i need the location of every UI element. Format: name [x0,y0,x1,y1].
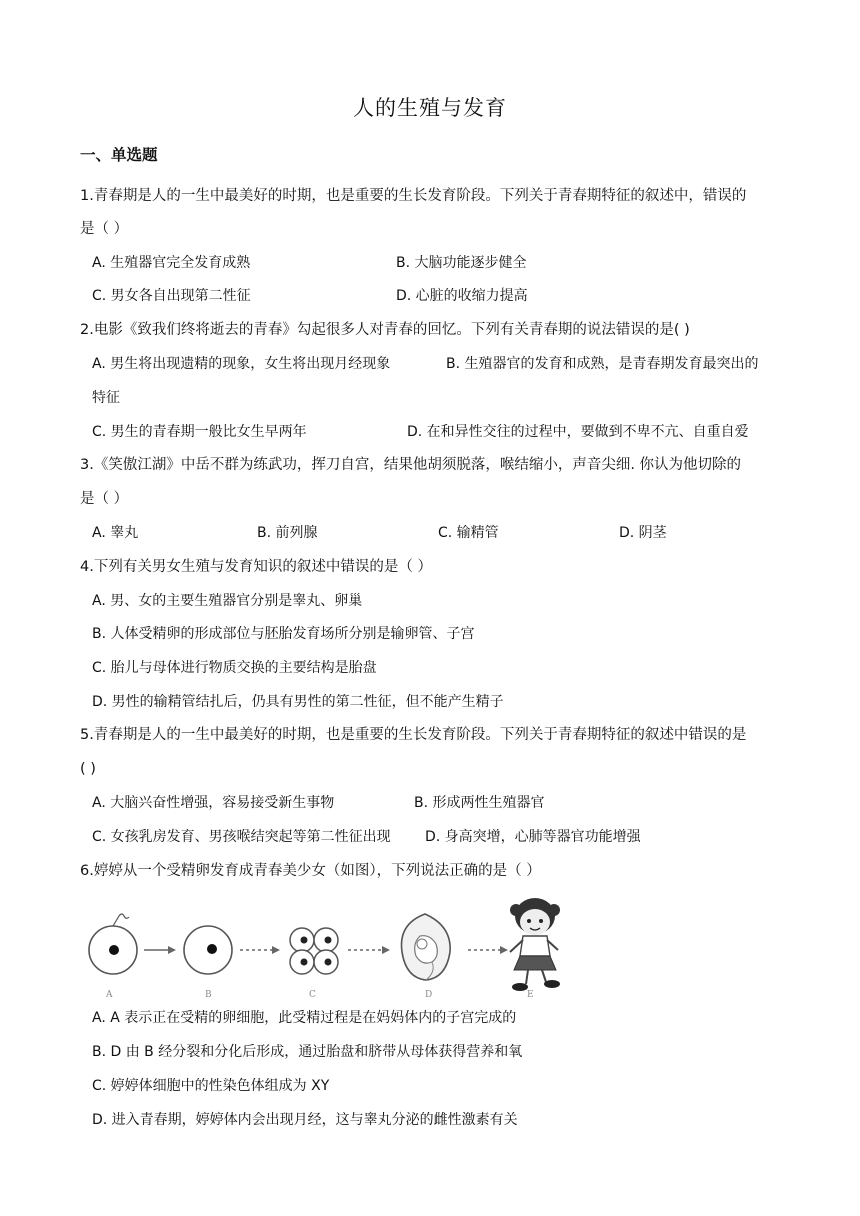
stage-c-cell-division [290,928,338,974]
question-2-option-d: D. 在和异性交往的过程中，要做到不卑不亢、自重自爱 [407,424,749,440]
question-3-stem: 3.《笑傲江湖》中岳不群为练武功，挥刀自宫，结果他胡须脱落，喉结缩小，声音尖细. 你认为他切除的 [80,457,742,473]
question-5-option-a: A. 大脑兴奋性增强，容易接受新生事物 [92,795,335,811]
question-2-option-b-cont: 特征 [92,390,120,406]
arrow-dotted [348,946,390,954]
figure-label-c: C [309,990,316,1000]
figure-label-e: E [527,990,534,1000]
question-5-option-d: D. 身高突增，心肺等器官功能增强 [425,829,641,845]
arrow-solid [144,946,176,954]
development-diagram [80,892,580,1002]
page-title: 人的生殖与发育 [353,96,507,120]
stage-e-girl [510,898,560,991]
question-3-option-b: B. 前列腺 [257,525,318,541]
question-2-option-b: B. 生殖器官的发育和成熟，是青春期发育最突出的 [446,356,759,372]
figure-label-b: B [205,990,212,1000]
question-1-stem: 1.青春期是人的一生中最美好的时期，也是重要的生长发育阶段。下列关于青春期特征的叙述中，错误的 [80,188,747,204]
question-4-option-c: C. 胎儿与母体进行物质交换的主要结构是胎盘 [92,660,377,676]
figure-label-d: D [425,990,433,1000]
question-1-option-a: A. 生殖器官完全发育成熟 [92,255,251,271]
question-3-stem-cont: 是（ ） [80,491,129,507]
stage-d-fetus [401,914,450,980]
question-4-stem: 4.下列有关男女生殖与发育知识的叙述中错误的是（ ） [80,559,432,575]
arrow-dotted [240,946,280,954]
development-figure [80,892,580,1002]
stage-a-fertilized-egg [89,914,137,974]
question-6-option-b: B. D 由 B 经分裂和分化后形成，通过胎盘和脐带从母体获得营养和氧 [92,1044,523,1060]
question-1-option-c: C. 男女各自出现第二性征 [92,288,251,304]
arrow-dotted [468,946,508,954]
question-6-option-d: D. 进入青春期，婷婷体内会出现月经，这与睾丸分泌的雌性激素有关 [92,1112,518,1128]
question-1-stem-cont: 是（ ） [80,221,129,237]
question-4-option-d: D. 男性的输精管结扎后，仍具有男性的第二性征，但不能产生精子 [92,694,504,710]
question-3-option-a: A. 睾丸 [92,525,139,541]
stage-b-zygote [184,926,232,974]
figure-label-a: A [106,990,113,1000]
question-6-option-c: C. 婷婷体细胞中的性染色体组成为 XY [92,1078,330,1094]
question-1-option-d: D. 心脏的收缩力提高 [396,288,528,304]
question-3-option-d: D. 阴茎 [619,525,667,541]
question-3-option-c: C. 输精管 [438,525,499,541]
question-2-stem: 2.电影《致我们终将逝去的青春》勾起很多人对青春的回忆。下列有关青春期的说法错误的是( ) [80,322,690,338]
question-4-option-b: B. 人体受精卵的形成部位与胚胎发育场所分别是输卵管、子宫 [92,626,475,642]
question-6-stem: 6.婷婷从一个受精卵发育成青春美少女（如图），下列说法正确的是（ ） [80,863,541,879]
section-heading: 一、单选题 [80,146,158,164]
question-2-option-c: C. 男生的青春期一般比女生早两年 [92,424,307,440]
question-5-option-b: B. 形成两性生殖器官 [414,795,545,811]
question-5-stem: 5.青春期是人的一生中最美好的时期，也是重要的生长发育阶段。下列关于青春期特征的叙述中错误的是 [80,727,747,743]
question-4-option-a: A. 男、女的主要生殖器官分别是睾丸、卵巢 [92,593,363,609]
question-5-stem-cont: ( ) [80,761,96,777]
question-5-option-c: C. 女孩乳房发育、男孩喉结突起等第二性征出现 [92,829,391,845]
question-2-option-a: A. 男生将出现遗精的现象，女生将出现月经现象 [92,356,391,372]
question-6-option-a: A. A 表示正在受精的卵细胞，此受精过程是在妈妈体内的子宫完成的 [92,1010,517,1026]
question-1-option-b: B. 大脑功能逐步健全 [396,255,527,271]
